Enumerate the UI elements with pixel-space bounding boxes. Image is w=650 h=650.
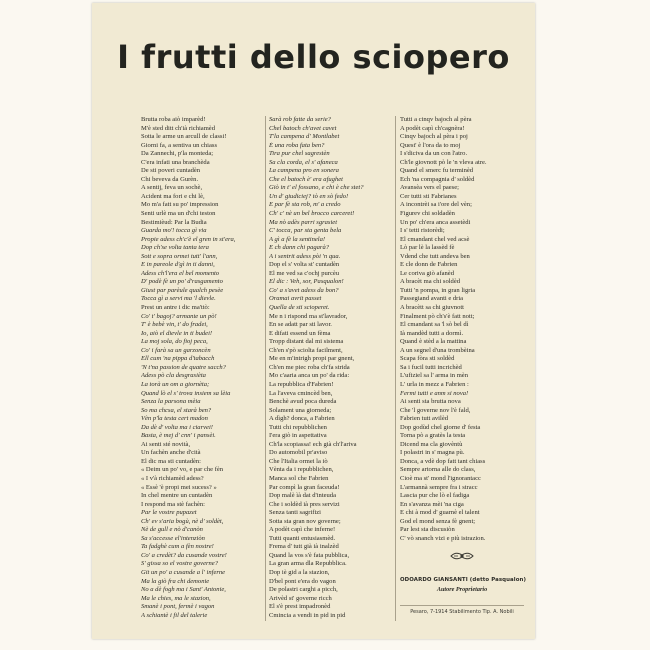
poem-line: Quest' è l'ora da to moj [400, 141, 461, 149]
poem-line: A un segnel d'una trombèina [400, 346, 475, 354]
poem-title: I frutti dello sciopero [117, 38, 510, 76]
poem-line: Ch'le giovnott pò le 'n vleva atre. [400, 158, 487, 166]
poem-line: Tocca gì a servi ma 'l dievle. [141, 295, 216, 303]
poem-line: God el mond senza fè gnent; [400, 517, 476, 525]
poem-line: El s'è prest impadronèd [269, 603, 331, 611]
poem-line: D' podè fè un po' d'rasgamento [141, 278, 223, 286]
poem-line: Manca sol che Fabrien [269, 474, 329, 482]
poem-line: El dic : Veh, sor, Pasqualon! [269, 278, 344, 286]
poem-line: Par le vostre pupazet [141, 509, 197, 517]
poem-line: Vdend che tutt andeva ben [400, 252, 470, 260]
poem-line: Dop godùd chel giorne d' festa [400, 423, 481, 431]
poem-line: Lò par lè la lassèd fè [400, 244, 455, 252]
poem-line: A dìgh? donca, a Fabrien [269, 415, 335, 423]
poem-line: A sentij, feva un sochè, [141, 184, 203, 192]
poem-line: Solament una giorneda; [269, 406, 332, 414]
poem-line: Un fachèn anche d'cità [141, 449, 201, 457]
author-name: ODOARDO GIANSANTI (detto Pasqualon) [400, 577, 527, 583]
poem-line: Ai senti sté novità, [141, 440, 191, 448]
poem-line: Ma nò adès parri sgrasiet [269, 218, 338, 226]
printer-emblem-icon [400, 550, 524, 562]
poem-line: Co' t' bagoj? armante un pò! [141, 312, 217, 320]
poem-line: Par compì la gran faceuda! [269, 483, 340, 491]
poem-line: En se adatt par sti lavor. [269, 321, 332, 329]
poem-line: Ch' c' nè un bel brocco carceret! [269, 210, 355, 218]
poem-line: Chi beveva da Gurèn. [141, 175, 199, 183]
poem-line: A i sentrit adess pòi 'n qua. [269, 252, 341, 260]
poem-line: « Essè 'è propi mei sucess? » [141, 483, 217, 491]
poem-line: La repubblica d'Fabrien! [269, 380, 334, 388]
poem-line: La campena pro en sonera [269, 167, 339, 175]
poem-line: Che el batoch è' era afughet [269, 175, 343, 183]
poem-line: Adess pò cla desgrasièta [141, 372, 206, 380]
poem-line: De sti poveri cuntadèn [141, 167, 201, 175]
poem-line: Da dè d' volta ma i ciarvei! [141, 423, 213, 431]
poem-line: Dop ch'se volta tanta tera [141, 244, 209, 252]
poem-line: Tutti quanti entusiasmèd. [269, 534, 336, 542]
poem-line: No a dè fogh ma i Sant' Antonie, [141, 586, 226, 594]
poem-line: Quand è stèd a la mattina [400, 338, 467, 346]
poem-line: Dop iè gid a la stazion, [269, 568, 330, 576]
poem-line: Senti urlè ma un d'chi teston [141, 210, 216, 218]
poem-line: Co' a credèt? da cusande vostre! [141, 551, 227, 559]
poem-line: Git un po' a cusande a l' inferne [141, 568, 226, 576]
poem-line: Me en m'intrigh propi par gnent, [269, 355, 355, 363]
poem-line: Mo m'a fatt su po' impression [141, 201, 219, 209]
poem-line: I respond ma stè fachèn: [141, 500, 205, 508]
poem-line: Prest un antre i dic ma'ttò: [141, 304, 210, 312]
poem-line: Ai senti sta brutta nova [400, 398, 461, 406]
poem-line: Che l'Italia ormei la iò [269, 457, 328, 465]
poem-line: Sa s'accesse el'intenziòn [141, 534, 205, 542]
poem-line: Par lest sta discusiòn [400, 526, 455, 534]
poem-line: Finalment pò ch's'è fatt nott; [400, 312, 475, 320]
poem-line: E par fè sta rob, m' a credo [269, 201, 341, 209]
poem-line: Un d' giudiciej? tò en sò fedo! [269, 192, 349, 200]
poem-line: A bracètt sa chi giuvnott [400, 304, 464, 312]
poem-line: E difati essend un fèma [269, 329, 331, 337]
poem-line: Sotta le arme un arcull de classi! [141, 133, 227, 141]
poem-line: Torna pò a gratès la testa [400, 432, 466, 440]
poem-line: La moj sola, do fioj peca, [141, 338, 208, 346]
poem-line: Sott e sopra ormei tutt' l'ann, [141, 252, 218, 260]
poem-line: Ma la giò fra chi demonie [141, 577, 210, 585]
poem-line: Tutti chi repubblichen [269, 423, 327, 431]
poem-line: Cer tutti sti Fabrianes [400, 192, 457, 200]
poem-line: T' è bebè vin, t' do fradei, [141, 321, 208, 329]
poem-line: Ch'la scopiassa! ech già ch'l'ariva [269, 440, 357, 448]
poem-line: Scapa fòra sti soldèd [400, 355, 455, 363]
poem-line: A bracèt ma chi soldèd [400, 278, 460, 286]
broadside-sheet [92, 3, 535, 639]
poem-line: Guarda mo'! tocca gì via [141, 227, 207, 235]
poem-line: L'ufiziel sa l' arma in mèn [400, 372, 468, 380]
poem-line: Ch' ev s'aria bogù, nè d' soldèt, [141, 517, 224, 525]
poem-line: Ma le chies, ma le stazion, [141, 594, 211, 602]
poem-line: Do automobil pr'aviso [269, 449, 328, 457]
poem-line: Vènta da i repubblichen, [269, 466, 334, 474]
poem-line: Giorni fa, a sentiva un chiass [141, 141, 217, 149]
poem-line: Io, aiò el dievle in ti budei! [141, 329, 213, 337]
poem-line: « I v'à richiamèd adess? [141, 474, 204, 482]
poem-line: Che 'l governe nov l'è fald, [400, 406, 471, 414]
poem-line: C'era infati una branchèda [141, 158, 210, 166]
poem-line: A schiantè i fil del talerie [141, 611, 208, 619]
poem-line: Quand el smerc fu terminèd [400, 167, 474, 175]
poem-line: I s'diciva da un con l'atro. [400, 150, 468, 158]
poem-line: Senza tanti sagrifizi [269, 509, 321, 517]
poem-line: T'la campena d' Montlabet [269, 133, 340, 141]
poem-line: Lascia pur che lò el fadiga [400, 492, 470, 500]
poem-line: La gran arma dla Repubblica. [269, 560, 347, 568]
poem-line: Ech 'na compagnia d' soldèd [400, 175, 475, 183]
poem-line: Passegiand avanti e dria [400, 295, 464, 303]
poem-line: El cmandant chel ved acsè [400, 235, 470, 243]
poem-line: Smanè i pont, fermè i vagon [141, 603, 215, 611]
poem-line: « Deim un po' vo, e par che fèn [141, 466, 224, 474]
poem-line: Benchè avud poca dureda [269, 398, 337, 406]
poem-line: Fermi tutti e anm si nova! [400, 389, 469, 397]
poem-line: Tutti 'n pompa, in gran ligria [400, 286, 476, 294]
poem-line: Tutti a cinqv bajoch al pèra [400, 116, 472, 123]
poem-line: Dop malè ìà dat d'inteuda [269, 492, 336, 500]
poem-line: Ià mandèd tutti a dormì. [400, 329, 464, 337]
poem-line: Ta fadghè cum a fèn nostre! [141, 543, 214, 551]
poem-line: Brutta roba aiò imparèd! [141, 116, 206, 123]
poem-line: E ch dann chi pagarà? [269, 244, 330, 252]
poem-line: Propie adess ch'c'è el gren in st'era, [141, 235, 236, 243]
poem-line: Sempre artorna alle do class, [400, 466, 476, 474]
poem-line: De polastri carghi a picch, [269, 586, 338, 594]
poem-line: Cmincia a vendi in pid in pid [269, 611, 346, 619]
poem-line: Cinqv bajoch al pèra i poj [400, 133, 468, 141]
poem-line: Quella de sti scioperet. [269, 304, 330, 312]
poem-line: Cioè ma st' mond l'ignorantacc [400, 474, 481, 482]
poem-line: Quand lò el s' trova insiem sa lèia [141, 389, 231, 397]
poem-line: Figurev chi soldadèn [400, 210, 455, 218]
printer-imprint: Pesaro, 7-1914 Stabilimento Tip. A. Nobili [410, 609, 514, 615]
poem-line: Chel batoch ch'avet cavet [269, 124, 337, 132]
poem-line: Dop el s' volta st' cuntadèn [269, 261, 340, 269]
poem-line: A podèt capì ch'cagnèra! [400, 124, 465, 132]
poem-line: Sa i fucil tutti incrichèd [400, 363, 462, 371]
poem-line: Che i soldèd ià pres servizi [269, 500, 340, 508]
poem-line: La l'aveva cmincèd ben, [269, 389, 333, 397]
poem-line: L' urla in mezz a Fabrien : [400, 380, 469, 388]
poem-line: C' tocca, par sta genta bela [269, 227, 342, 235]
poem-line: El me ved sa c'ochj purcèu [269, 269, 340, 277]
poem-column-2 [269, 116, 395, 620]
poem-line: Nè de gull e nò d'canòn [141, 526, 203, 534]
poem-line: Un po' ch'era anca assetèdi [400, 218, 471, 226]
poem-line: E in pareole d'gì in ti danni, [141, 261, 215, 269]
poem-line: Vèn p'la testa cert madon [141, 415, 208, 423]
poem-line: Sotta sta gran nov governe; [269, 517, 341, 525]
column-divider [395, 116, 396, 621]
poem-line: Acident ma fori e chi lè, [141, 192, 205, 200]
poem-line: Frema d' tutt già ià inalzèd [269, 543, 339, 551]
poem-line: So ma chcsa, el starà ben? [141, 406, 212, 414]
poem-line: I'era giò in aspettativa [269, 432, 327, 440]
poem-line: C' vò snanch vizi e più istrazion. [400, 534, 486, 542]
poem-line: 'N t'na passion de quatre sacch? [141, 363, 226, 371]
poem-line: Oramai avrit passet [269, 295, 322, 303]
poem-line: Adess ch'l'era el bel momento [141, 269, 220, 277]
poem-line: E cle donn de Fabrien [400, 261, 458, 269]
poem-line: L'armannà sempre fra i stracc [400, 483, 478, 491]
poem-line: Giust par parèule qualch pesèe [141, 286, 224, 294]
poem-line: Tropp distant dal mi sistema [269, 338, 344, 346]
author-role: Autore Proprietario [436, 586, 488, 593]
poem-line: Co' a s'avet adess da bon? [269, 286, 339, 294]
column-divider [265, 116, 266, 621]
imprint-divider [400, 605, 524, 606]
poem-line: Ch'en me piec roba ch'fa strida [269, 363, 350, 371]
poem-line: La torà un om a giornèta; [141, 380, 210, 388]
poem-line: Da Zannechi, p'la monteda; [141, 150, 214, 158]
poem-column-3 [400, 116, 524, 543]
poem-line: Mo c'aaria anca un po' da rida: [269, 372, 350, 380]
poem-line: Bestimièud: Par la Budia [141, 218, 207, 226]
poem-line: I s' tetti ristorèdi; [400, 227, 445, 235]
poem-line: Giò in t' el fossano, e chi è che stet? [269, 184, 364, 192]
poem-line: Co' i farà sa un garzoncèn [141, 346, 211, 354]
poem-line: Fabrien tutt avilèd [400, 415, 448, 423]
poem-line: Dicend ma cla giovèntù [400, 440, 463, 448]
poem-line: È una roba fata ben? [269, 141, 325, 149]
poem-line: Me n i rispond ma st'lavrador, [269, 312, 348, 320]
poem-line: Tira pur chel sagrestèn [269, 150, 330, 158]
poem-line: El cmandant sa 'l sò bel dì [400, 321, 469, 329]
poem-line: Ch'en s'pò sciolta facilment, [269, 346, 343, 354]
poem-line: In chel mentre un cuntadèn [141, 492, 213, 500]
poem-line: A gì a fè la sentinela! [269, 235, 326, 243]
poem-line: E chi à mod d' guarnè el talent [400, 509, 480, 517]
poem-line: Basta, è mej d' cnn' i pansèi. [141, 432, 216, 440]
poem-line: Avansèa vers el paese; [400, 184, 459, 192]
poem-line: Quand la vos s'è fata pubblica, [269, 551, 350, 559]
poem-line: S' gissa so el vostre governe? [141, 560, 218, 568]
poem-line: Ell cum 'na pippa d'tabacch [141, 355, 215, 363]
poem-line: I polastri in s' magna pù. [400, 449, 465, 457]
poem-column-1 [141, 116, 263, 620]
poem-line: A podèt capì che inferne! [269, 526, 336, 534]
poem-line: Sarà rob fatte da serie? [269, 116, 331, 123]
poem-line: En s'avanza mèi 'na ciga [400, 500, 464, 508]
poem-line: Le coriva giò afanèd [400, 269, 454, 277]
poem-line: Senza la parsona mèia [141, 398, 201, 406]
poem-line: Donca, a vdè dop fatt tant chiass [400, 457, 486, 465]
poem-line: M'è sted ditt ch'ià richiamèd [141, 124, 215, 132]
poem-line: A incontrèi sa i'ore del vèn; [400, 201, 472, 209]
poem-line: D'bel pont e'era do vagon [269, 577, 336, 585]
poem-line: El dic ma sti cuntadèn: [141, 457, 201, 465]
poem-line: Arivèd st' governe ricch [269, 594, 332, 602]
poem-line: Sa cla corda, el s' afaneca [269, 158, 338, 166]
